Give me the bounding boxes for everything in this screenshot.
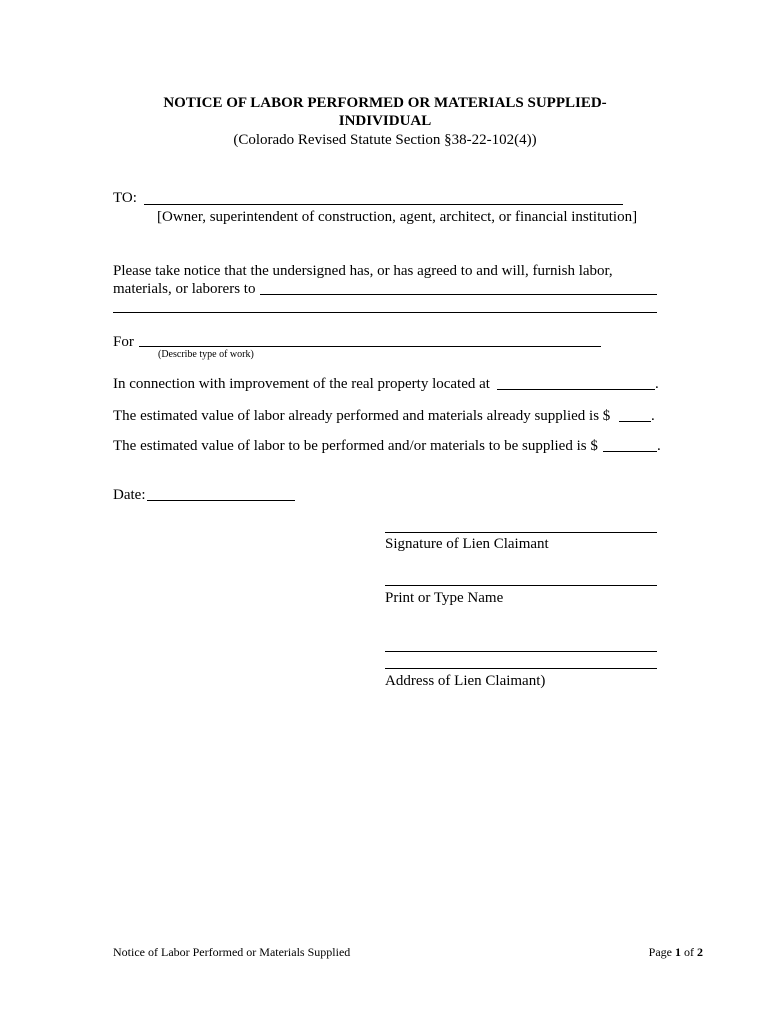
signature-label: Signature of Lien Claimant [385,536,549,552]
notice-text-line2: materials, or laborers to [113,281,256,297]
signature-field[interactable] [385,532,657,533]
page-current: 1 [675,945,681,959]
future-value-period: . [657,438,661,454]
to-recipient-hint: [Owner, superintendent of construction, agent, architect, or financial institution] [157,209,638,225]
property-location-field[interactable] [497,389,655,390]
address-label: Address of Lien Claimant) [385,673,546,689]
work-type-hint: (Describe type of work) [158,349,254,360]
performed-value-period: . [651,408,655,424]
for-label: For [113,334,134,350]
statute-reference: (Colorado Revised Statute Section §38-22-102(4)) [233,132,537,148]
page-indicator [649,945,703,959]
address-field-line2[interactable] [385,668,657,669]
property-period: . [655,376,659,392]
print-name-label: Print or Type Name [385,590,504,606]
to-label: TO: [113,190,137,206]
address-field-line1[interactable] [385,651,657,652]
furnished-to-field[interactable] [260,294,657,295]
notice-text-line1: Please take notice that the undersigned has, or has agreed to and will, furnish labor, [113,263,613,279]
performed-value-statement: The estimated value of labor already performed and materials already supplied is $ [113,408,611,424]
to-recipient-field[interactable] [144,204,623,205]
document-title-line1: NOTICE OF LABOR PERFORMED OR MATERIALS SUPPLIED- [163,95,607,111]
future-value-field[interactable] [603,451,657,452]
date-label: Date: [113,487,146,503]
furnished-to-field-continued[interactable] [113,312,657,313]
document-title-line2: INDIVIDUAL [338,113,432,129]
property-statement: In connection with improvement of the real property located at [113,376,490,392]
future-value-statement: The estimated value of labor to be performed and/or materials to be supplied is $ [113,438,598,454]
performed-value-field[interactable] [619,421,651,422]
page-separator: of [681,945,697,959]
print-name-field[interactable] [385,585,657,586]
page-total: 2 [697,945,703,959]
date-field[interactable] [147,500,295,501]
page-prefix: Page [648,945,675,959]
footer-title: Notice of Labor Performed or Materials Supplied [113,945,351,959]
work-type-field[interactable] [139,346,601,347]
